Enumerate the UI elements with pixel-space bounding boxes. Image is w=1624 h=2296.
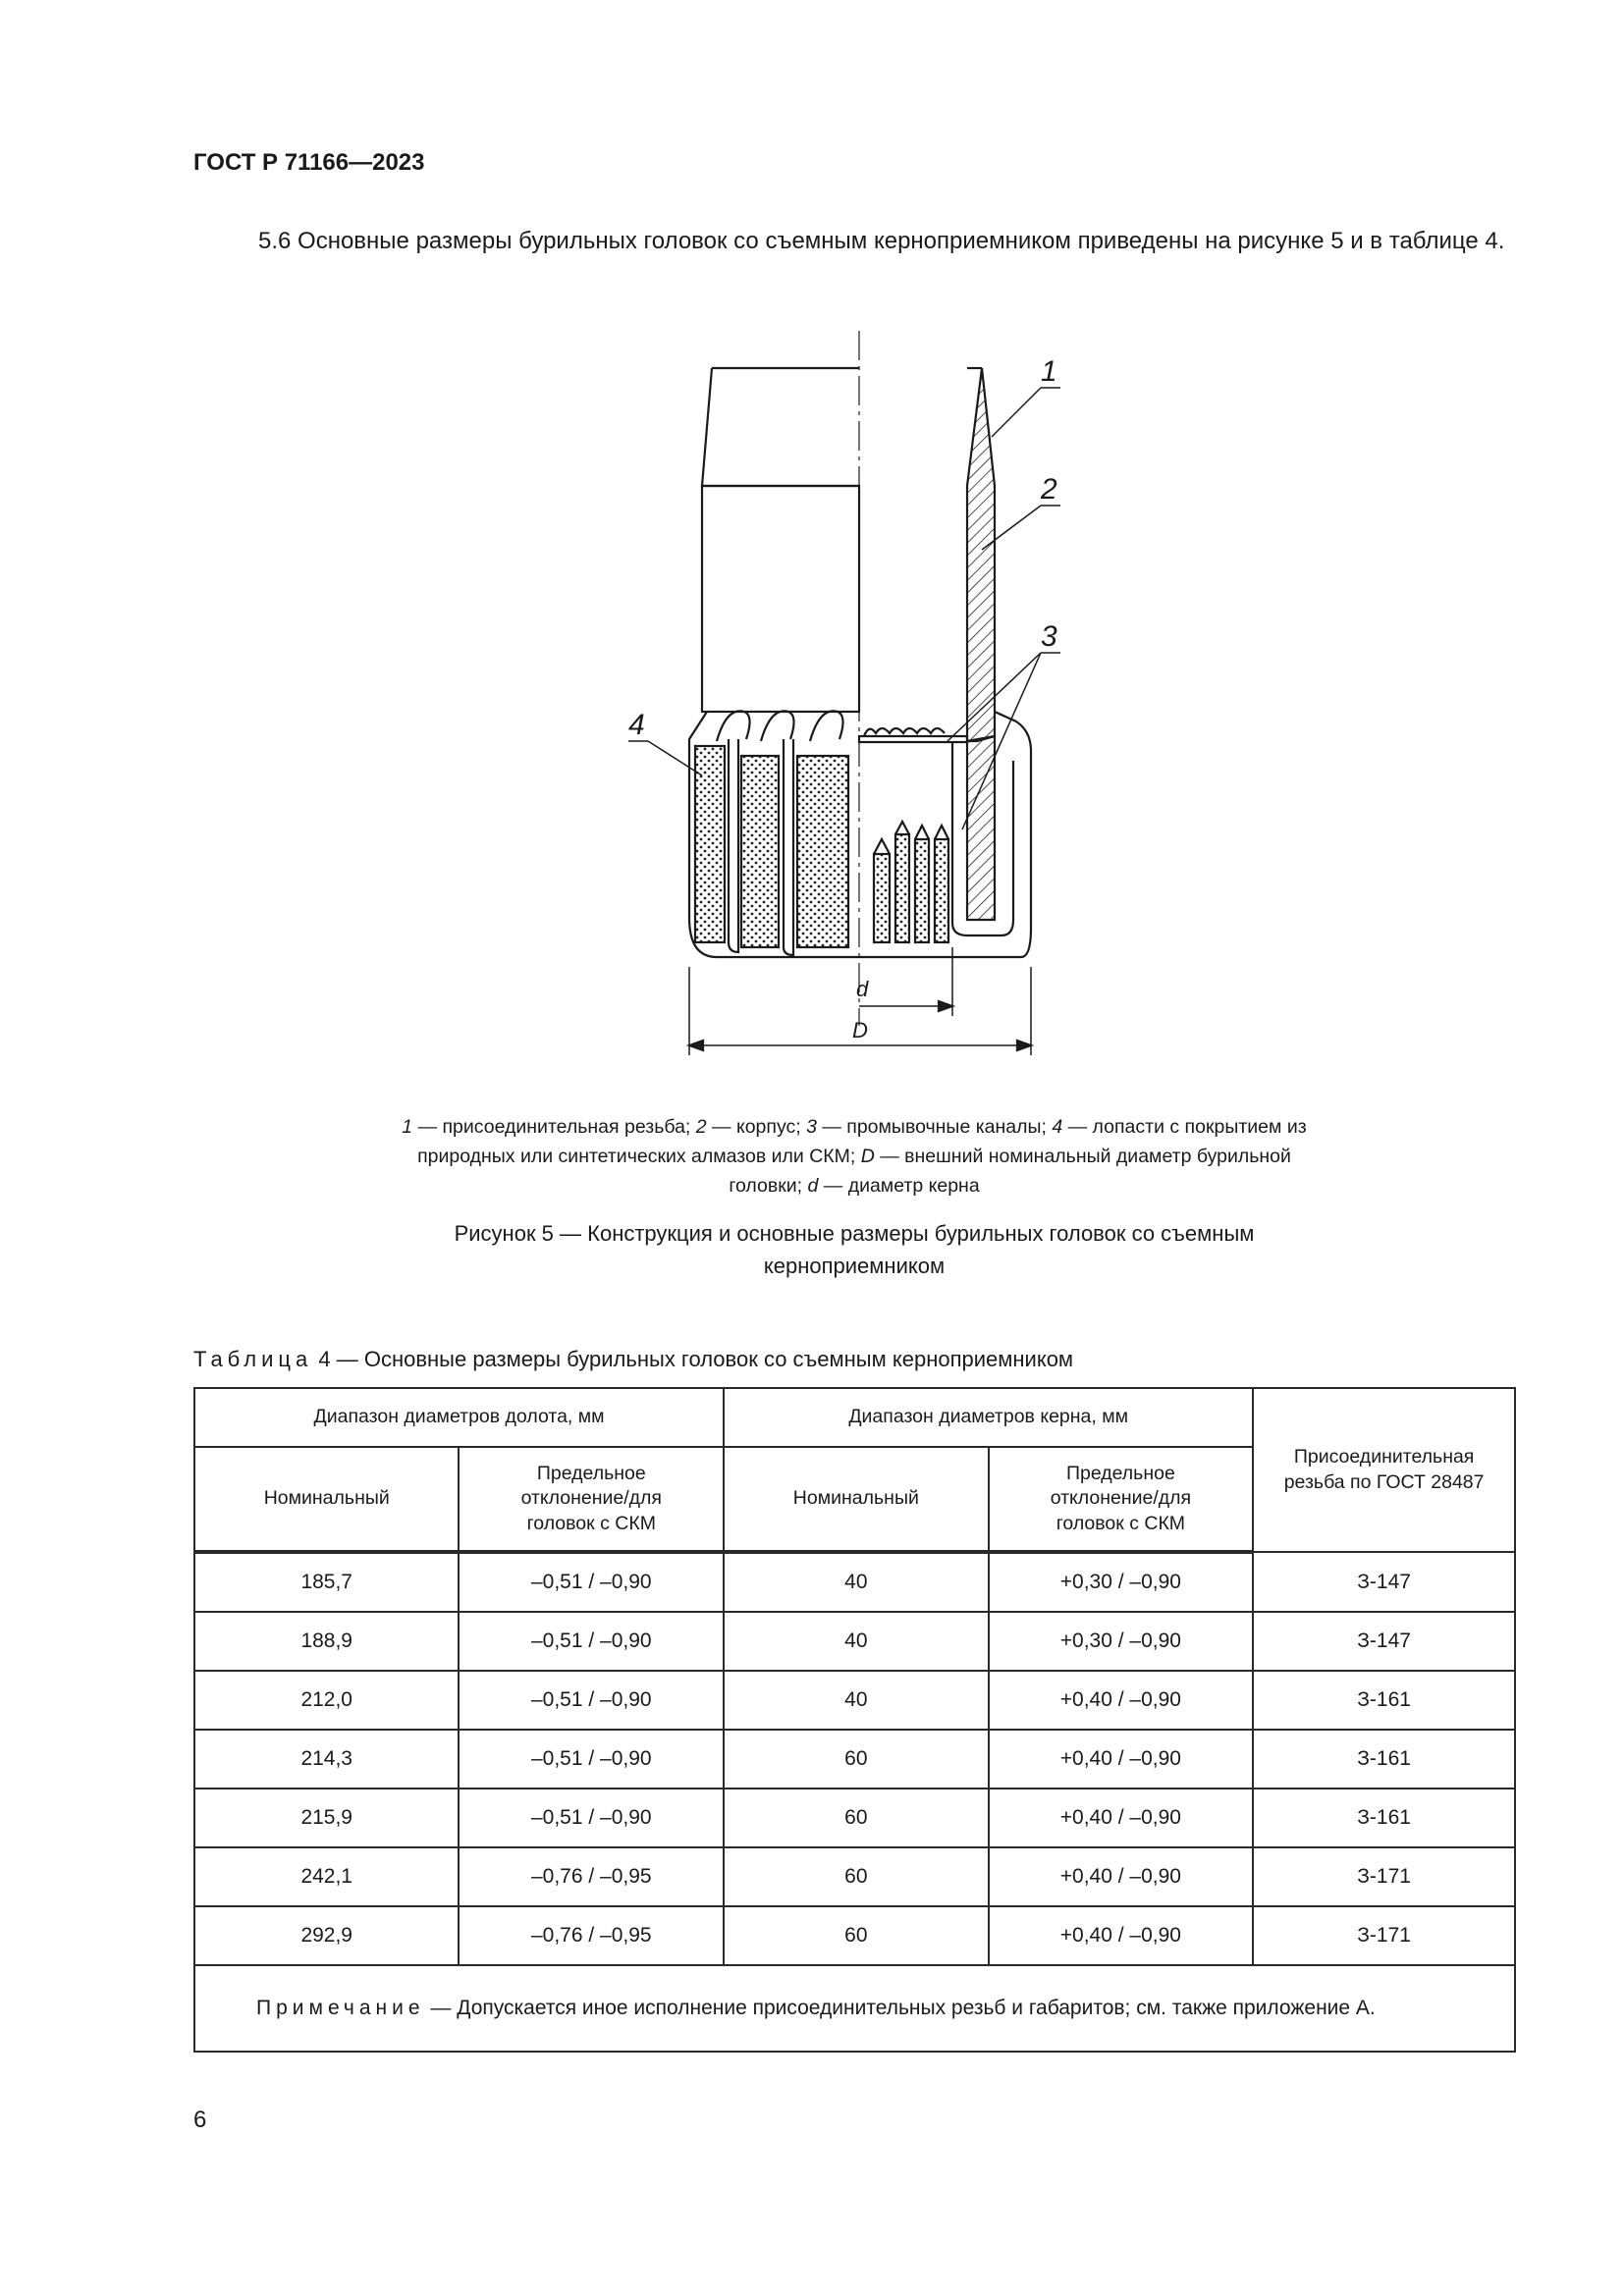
table-label: Таблица xyxy=(193,1347,313,1371)
table-row xyxy=(194,1906,1515,1965)
table-row xyxy=(194,1612,1515,1671)
legend-text: — лопасти с покрытием из природных или синтетических алмазов или СКМ; xyxy=(417,1116,1307,1168)
table-cell: З-161 xyxy=(1253,1789,1515,1847)
table-cell: 242,1 xyxy=(194,1847,459,1906)
figure-caption-line: керноприемником xyxy=(763,1254,946,1278)
bit-range-header: Диапазон диаметров долота, мм xyxy=(194,1388,724,1447)
table-cell: +0,30 / –0,90 xyxy=(989,1552,1254,1612)
table-title xyxy=(193,1347,1073,1372)
table-row xyxy=(194,1730,1515,1789)
dimension-d-label: d xyxy=(856,977,869,1001)
table-cell: 214,3 xyxy=(194,1730,459,1789)
table-cell: +0,40 / –0,90 xyxy=(989,1789,1254,1847)
callout-4: 4 xyxy=(628,709,645,741)
legend-num: 2 xyxy=(695,1116,707,1138)
table-cell: +0,40 / –0,90 xyxy=(989,1906,1254,1965)
figure-caption-line: Рисунок 5 — Конструкция и основные размеры бурильных головок со съемным xyxy=(454,1221,1255,1246)
table-note xyxy=(194,1965,1515,2052)
table-cell: 40 xyxy=(724,1612,988,1671)
legend-text: — корпус; xyxy=(706,1116,807,1138)
bit-tolerance-header: Предельное отклонение/для головок с СКМ xyxy=(459,1447,724,1552)
dimension-D-label: D xyxy=(852,1018,868,1042)
table-cell: 60 xyxy=(724,1789,988,1847)
legend-text: — присоединительная резьба; xyxy=(412,1116,696,1138)
table-cell: +0,30 / –0,90 xyxy=(989,1612,1254,1671)
figure-caption xyxy=(383,1217,1326,1282)
table-row xyxy=(194,1671,1515,1730)
core-tolerance-header: Предельное отклонение/для головок с СКМ xyxy=(989,1447,1254,1552)
table-cell: –0,51 / –0,90 xyxy=(459,1612,724,1671)
callout-3: 3 xyxy=(1041,620,1057,653)
table-cell: +0,40 / –0,90 xyxy=(989,1847,1254,1906)
table-cell: –0,51 / –0,90 xyxy=(459,1789,724,1847)
thread-header: Присоединительная резьба по ГОСТ 28487 xyxy=(1253,1388,1515,1552)
table-cell: 212,0 xyxy=(194,1671,459,1730)
legend-text: — внешний номинальный диаметр бурильной головки; xyxy=(729,1146,1291,1198)
drill-head-figure xyxy=(628,319,1060,1095)
legend-num: 3 xyxy=(806,1116,817,1138)
callout-1: 1 xyxy=(1041,355,1057,388)
table-cell: З-161 xyxy=(1253,1671,1515,1730)
legend-num: 4 xyxy=(1052,1116,1063,1138)
table-row xyxy=(194,1552,1515,1612)
table-cell: –0,51 / –0,90 xyxy=(459,1730,724,1789)
legend-text: — промывочные каналы; xyxy=(816,1116,1053,1138)
dimensions-table xyxy=(193,1387,1516,2053)
table-cell: 40 xyxy=(724,1671,988,1730)
body-paragraph xyxy=(193,224,1514,259)
table-title-text: 4 — Основные размеры бурильных головок со съемным керноприемником xyxy=(312,1347,1074,1371)
table-cell: 60 xyxy=(724,1730,988,1789)
table-cell: –0,51 / –0,90 xyxy=(459,1552,724,1612)
table-row xyxy=(194,1789,1515,1847)
note-label: Примечание xyxy=(256,1997,425,2020)
table-cell: З-161 xyxy=(1253,1730,1515,1789)
legend-num: D xyxy=(860,1146,875,1168)
table-cell: +0,40 / –0,90 xyxy=(989,1730,1254,1789)
table-cell: 60 xyxy=(724,1847,988,1906)
table-cell: 60 xyxy=(724,1906,988,1965)
table-cell: 215,9 xyxy=(194,1789,459,1847)
figure-legend xyxy=(383,1112,1326,1201)
table-cell: –0,76 / –0,95 xyxy=(459,1847,724,1906)
table-cell: З-147 xyxy=(1253,1612,1515,1671)
paragraph-text: 5.6 Основные размеры бурильных головок со съемным кернoприемником приведены на рисунке 5 и в таблице 4. xyxy=(258,228,1505,254)
core-range-header: Диапазон диаметров керна, мм xyxy=(724,1388,1253,1447)
table-cell: 188,9 xyxy=(194,1612,459,1671)
note-text: — Допускается иное исполнение присоединительных резьб и габаритов; см. также приложение А. xyxy=(424,1997,1376,2020)
document-header: ГОСТ Р 71166—2023 xyxy=(193,149,425,176)
table-cell: 185,7 xyxy=(194,1552,459,1612)
legend-num: 1 xyxy=(402,1116,413,1138)
table-cell: +0,40 / –0,90 xyxy=(989,1671,1254,1730)
bit-nominal-header: Номинальный xyxy=(194,1447,459,1552)
table-cell: З-171 xyxy=(1253,1847,1515,1906)
table-cell: З-147 xyxy=(1253,1552,1515,1612)
table-cell: 292,9 xyxy=(194,1906,459,1965)
legend-num: d xyxy=(807,1175,819,1198)
table-cell: З-171 xyxy=(1253,1906,1515,1965)
table-cell: 40 xyxy=(724,1552,988,1612)
drill-head-drawing xyxy=(628,331,1060,1055)
callout-2: 2 xyxy=(1041,473,1057,506)
core-nominal-header: Номинальный xyxy=(724,1447,988,1552)
table-cell: –0,51 / –0,90 xyxy=(459,1671,724,1730)
table-cell: –0,76 / –0,95 xyxy=(459,1906,724,1965)
legend-text: — диаметр керна xyxy=(818,1175,980,1198)
table-row xyxy=(194,1847,1515,1906)
page-number: 6 xyxy=(193,2107,207,2133)
